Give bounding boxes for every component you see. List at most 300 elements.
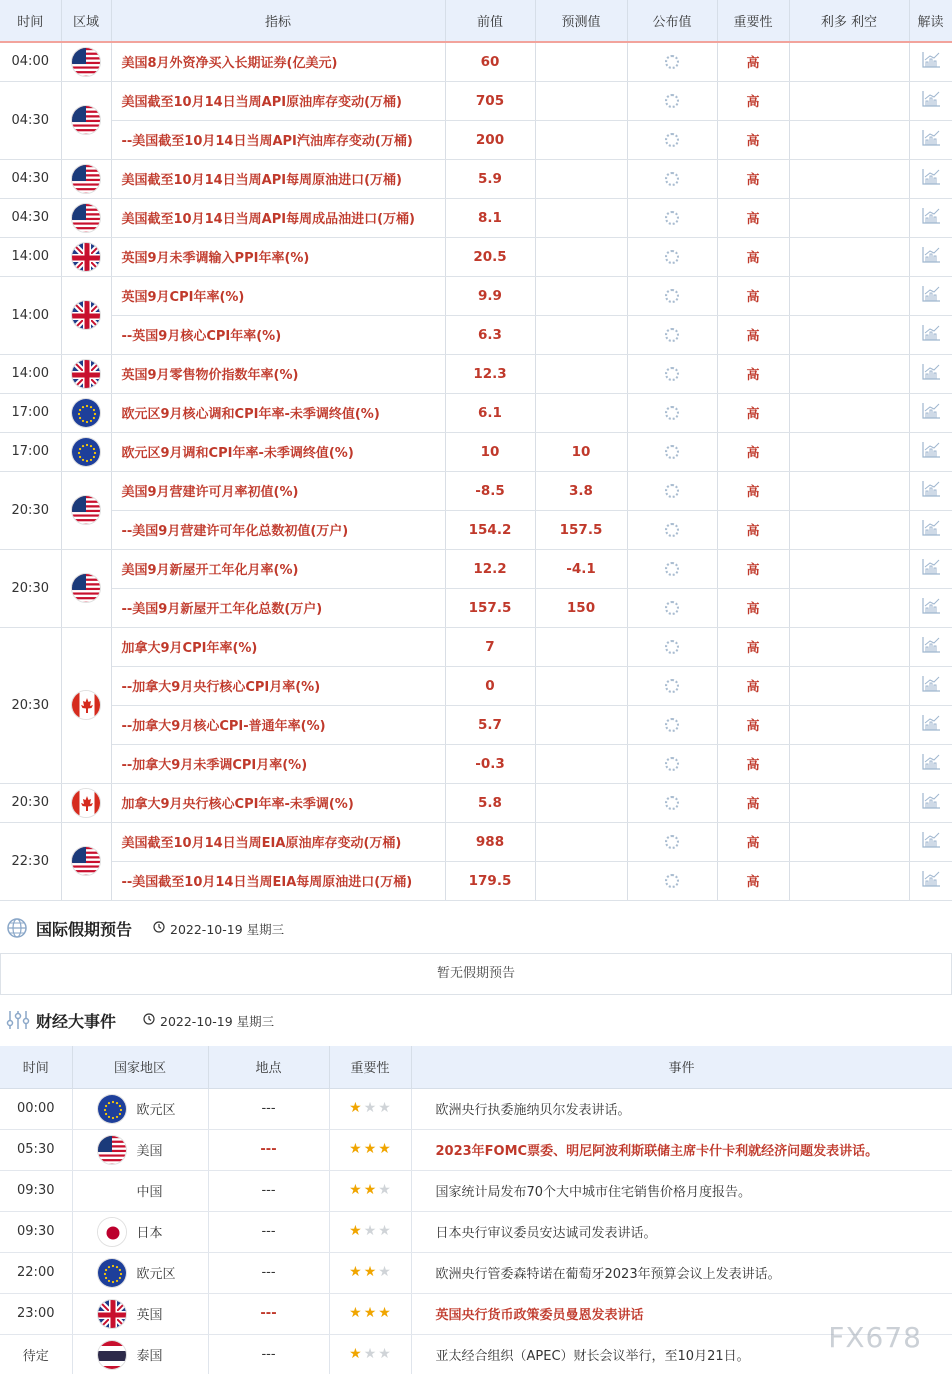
prev-value: -0.3 <box>445 744 535 783</box>
us-flag-icon <box>71 495 101 525</box>
indicator-name[interactable]: 美国9月新屋开工年化月率(%) <box>111 549 445 588</box>
forecast-value <box>535 276 627 315</box>
holiday-section-header <box>0 903 952 953</box>
col-forecast-header: 预测值 <box>535 0 627 42</box>
release-time: 22:30 <box>0 822 61 900</box>
event-place: --- <box>208 1211 329 1252</box>
forecast-value <box>535 783 627 822</box>
actual-value-cell <box>627 627 717 666</box>
event-region <box>72 1293 208 1334</box>
event-time: 待定 <box>0 1334 72 1374</box>
calendar-row <box>0 159 952 198</box>
impact-cell <box>789 549 909 588</box>
star-icon: ★ <box>349 1305 362 1321</box>
interpret-cell[interactable] <box>909 822 952 861</box>
region-flag-cell <box>61 42 111 81</box>
star-icon: ★ <box>378 1223 391 1239</box>
forecast-value <box>535 198 627 237</box>
release-time: 20:30 <box>0 471 61 549</box>
uk-flag-icon <box>71 242 101 272</box>
calendar-body <box>0 42 952 900</box>
indicator-name[interactable]: 美国截至10月14日当周API每周原油进口(万桶) <box>111 159 445 198</box>
interpret-cell[interactable] <box>909 549 952 588</box>
ev-col-event-header: 事件 <box>411 1046 952 1088</box>
star-icon: ★ <box>378 1141 391 1157</box>
forecast-value <box>535 861 627 900</box>
impact-cell <box>789 822 909 861</box>
chart-icon[interactable] <box>921 831 941 853</box>
prev-value: 705 <box>445 81 535 120</box>
thailand-flag-icon <box>97 1340 127 1370</box>
interpret-cell[interactable] <box>909 861 952 900</box>
prev-value: 12.2 <box>445 549 535 588</box>
region-flag-cell <box>61 198 111 237</box>
impact-cell <box>789 471 909 510</box>
forecast-value <box>535 393 627 432</box>
indicator-name[interactable]: 美国截至10月14日当周API每周成品油进口(万桶) <box>111 198 445 237</box>
interpret-cell[interactable] <box>909 42 952 81</box>
star-icon: ★ <box>349 1264 362 1280</box>
prev-value: 157.5 <box>445 588 535 627</box>
forecast-value: 150 <box>535 588 627 627</box>
chart-icon[interactable] <box>921 519 941 541</box>
interpret-cell[interactable] <box>909 627 952 666</box>
impact-cell <box>789 861 909 900</box>
impact-cell <box>789 81 909 120</box>
impact-cell <box>789 315 909 354</box>
forecast-value <box>535 627 627 666</box>
impact-cell <box>789 276 909 315</box>
loading-spinner-icon <box>665 718 679 732</box>
calendar-row <box>0 588 952 627</box>
actual-value-cell <box>627 237 717 276</box>
event-row <box>0 1293 952 1334</box>
event-place: --- <box>208 1170 329 1211</box>
indicator-name[interactable]: --加拿大9月央行核心CPI月率(%) <box>111 666 445 705</box>
japan-flag-icon <box>97 1217 127 1247</box>
impact-cell <box>789 510 909 549</box>
forecast-value <box>535 666 627 705</box>
chart-icon[interactable] <box>921 480 941 502</box>
actual-value-cell <box>627 588 717 627</box>
release-time: 17:00 <box>0 393 61 432</box>
star-icon: ★ <box>349 1223 362 1239</box>
indicator-name[interactable]: 英国9月CPI年率(%) <box>111 276 445 315</box>
release-time: 17:00 <box>0 432 61 471</box>
importance-level: 高 <box>717 393 789 432</box>
calendar-row <box>0 315 952 354</box>
calendar-row <box>0 861 952 900</box>
col-impact-header: 利多 利空 <box>789 0 909 42</box>
event-description[interactable]: 欧洲央行执委施纳贝尔发表讲话。 <box>411 1088 952 1129</box>
col-indicator-header: 指标 <box>111 0 445 42</box>
star-icon: ★ <box>363 1223 377 1239</box>
actual-value-cell <box>627 822 717 861</box>
indicator-name[interactable]: --加拿大9月核心CPI-普通年率(%) <box>111 705 445 744</box>
indicator-name[interactable]: 英国9月零售物价指数年率(%) <box>111 354 445 393</box>
indicator-name[interactable]: 欧元区9月调和CPI年率-未季调终值(%) <box>111 432 445 471</box>
prev-value: 5.9 <box>445 159 535 198</box>
indicator-name[interactable]: 美国截至10月14日当周EIA原油库存变动(万桶) <box>111 822 445 861</box>
chart-icon[interactable] <box>921 792 941 814</box>
actual-value-cell <box>627 432 717 471</box>
ev-col-region-header: 国家地区 <box>72 1046 208 1088</box>
chart-icon[interactable] <box>921 246 941 268</box>
calendar-row <box>0 783 952 822</box>
prev-value: 5.8 <box>445 783 535 822</box>
loading-spinner-icon <box>665 211 679 225</box>
calendar-row <box>0 705 952 744</box>
actual-value-cell <box>627 666 717 705</box>
calendar-row <box>0 510 952 549</box>
indicator-name[interactable]: 英国9月未季调输入PPI年率(%) <box>111 237 445 276</box>
interpret-cell[interactable] <box>909 276 952 315</box>
us-flag-icon <box>71 47 101 77</box>
indicator-name[interactable]: --美国截至10月14日当周EIA每周原油进口(万桶) <box>111 861 445 900</box>
region-flag-cell <box>61 354 111 393</box>
event-region <box>72 1170 208 1211</box>
actual-value-cell <box>627 42 717 81</box>
indicator-name[interactable]: 欧元区9月核心调和CPI年率-未季调终值(%) <box>111 393 445 432</box>
interpret-cell[interactable] <box>909 588 952 627</box>
impact-cell <box>789 627 909 666</box>
star-icon: ★ <box>378 1100 391 1116</box>
indicator-name[interactable]: --美国9月新屋开工年化总数(万户) <box>111 588 445 627</box>
holiday-empty-message: 暂无假期预告 <box>0 953 952 995</box>
actual-value-cell <box>627 510 717 549</box>
importance-level: 高 <box>717 354 789 393</box>
loading-spinner-icon <box>665 640 679 654</box>
eu-flag-icon <box>71 437 101 467</box>
chart-icon[interactable] <box>921 363 941 385</box>
chart-icon[interactable] <box>921 129 941 151</box>
chart-icon[interactable] <box>921 402 941 424</box>
chart-icon[interactable] <box>921 675 941 697</box>
prev-value: 5.7 <box>445 705 535 744</box>
interpret-cell[interactable] <box>909 198 952 237</box>
event-region <box>72 1088 208 1129</box>
event-time: 23:00 <box>0 1293 72 1334</box>
us-flag-icon <box>71 164 101 194</box>
us-flag-icon <box>71 573 101 603</box>
impact-cell <box>789 237 909 276</box>
interpret-cell[interactable] <box>909 783 952 822</box>
release-time: 14:00 <box>0 354 61 393</box>
event-description[interactable]: 2023年FOMC票委、明尼阿波利斯联储主席卡什卡利就经济问题发表讲话。 <box>411 1129 952 1170</box>
forecast-value <box>535 744 627 783</box>
impact-cell <box>789 198 909 237</box>
uk-flag-icon <box>71 300 101 330</box>
chart-icon[interactable] <box>921 285 941 307</box>
importance-level: 高 <box>717 666 789 705</box>
release-time: 20:30 <box>0 783 61 822</box>
loading-spinner-icon <box>665 250 679 264</box>
prev-value: 6.3 <box>445 315 535 354</box>
interpret-cell[interactable] <box>909 120 952 159</box>
actual-value-cell <box>627 198 717 237</box>
calendar-row <box>0 549 952 588</box>
calendar-row <box>0 42 952 81</box>
impact-cell <box>789 432 909 471</box>
holiday-date: 2022-10-19 星期三 <box>170 922 285 937</box>
loading-spinner-icon <box>665 289 679 303</box>
actual-value-cell <box>627 744 717 783</box>
eu-flag-icon <box>97 1258 127 1288</box>
star-icon: ★ <box>349 1141 362 1157</box>
col-time-header: 时间 <box>0 0 61 42</box>
loading-spinner-icon <box>665 835 679 849</box>
actual-value-cell <box>627 783 717 822</box>
region-flag-cell <box>61 237 111 276</box>
chart-icon[interactable] <box>921 324 941 346</box>
importance-level: 高 <box>717 159 789 198</box>
event-row <box>0 1252 952 1293</box>
prev-value: 20.5 <box>445 237 535 276</box>
event-description[interactable]: 亚太经合组织（APEC）财长会议举行，至10月21日。 <box>411 1334 952 1374</box>
interpret-cell[interactable] <box>909 471 952 510</box>
ev-col-place-header: 地点 <box>208 1046 329 1088</box>
event-region-name: 英国 <box>136 1308 163 1323</box>
event-region-name: 美国 <box>136 1144 163 1159</box>
canada-flag-icon <box>71 788 101 818</box>
calendar-row <box>0 81 952 120</box>
event-place: --- <box>208 1293 329 1334</box>
region-flag-cell <box>61 549 111 627</box>
chart-icon[interactable] <box>921 714 941 736</box>
importance-level: 高 <box>717 861 789 900</box>
loading-spinner-icon <box>665 406 679 420</box>
us-flag-icon <box>97 1135 127 1165</box>
calendar-row <box>0 393 952 432</box>
forecast-value <box>535 315 627 354</box>
actual-value-cell <box>627 393 717 432</box>
loading-spinner-icon <box>665 796 679 810</box>
region-flag-cell <box>61 783 111 822</box>
interpret-cell[interactable] <box>909 705 952 744</box>
event-description[interactable]: 日本央行审议委员安达诚司发表讲话。 <box>411 1211 952 1252</box>
event-time: 09:30 <box>0 1211 72 1252</box>
event-place: --- <box>208 1129 329 1170</box>
importance-level: 高 <box>717 237 789 276</box>
forecast-value <box>535 705 627 744</box>
star-icon: ★ <box>363 1100 377 1116</box>
calendar-row <box>0 432 952 471</box>
event-importance <box>329 1293 411 1334</box>
us-flag-icon <box>71 203 101 233</box>
event-region-name: 欧元区 <box>136 1103 176 1118</box>
calendar-row <box>0 198 952 237</box>
actual-value-cell <box>627 81 717 120</box>
loading-spinner-icon <box>665 55 679 69</box>
forecast-value <box>535 822 627 861</box>
chart-icon[interactable] <box>921 441 941 463</box>
col-region-header: 区域 <box>61 0 111 42</box>
impact-cell <box>789 393 909 432</box>
loading-spinner-icon <box>665 562 679 576</box>
forecast-value <box>535 42 627 81</box>
loading-spinner-icon <box>665 445 679 459</box>
region-flag-cell <box>61 159 111 198</box>
chart-icon[interactable] <box>921 90 941 112</box>
events-header-row <box>0 1046 952 1088</box>
indicator-name[interactable]: 加拿大9月央行核心CPI年率-未季调(%) <box>111 783 445 822</box>
event-row <box>0 1129 952 1170</box>
region-flag-cell <box>61 432 111 471</box>
events-section-header <box>0 995 952 1045</box>
importance-level: 高 <box>717 588 789 627</box>
interpret-cell[interactable] <box>909 315 952 354</box>
event-time: 05:30 <box>0 1129 72 1170</box>
release-time: 20:30 <box>0 627 61 783</box>
impact-cell <box>789 666 909 705</box>
clock-icon <box>153 921 165 937</box>
interpret-cell[interactable] <box>909 354 952 393</box>
forecast-value <box>535 81 627 120</box>
event-region-name: 泰国 <box>136 1349 163 1364</box>
release-time: 04:30 <box>0 81 61 159</box>
event-description[interactable]: 英国央行货币政策委员曼恩发表讲话 <box>411 1293 952 1334</box>
forecast-value <box>535 159 627 198</box>
forecast-value <box>535 354 627 393</box>
region-flag-cell <box>61 81 111 159</box>
event-region-name: 欧元区 <box>136 1267 176 1282</box>
importance-level: 高 <box>717 822 789 861</box>
star-icon: ★ <box>378 1182 391 1198</box>
calendar-row <box>0 120 952 159</box>
interpret-cell[interactable] <box>909 432 952 471</box>
us-flag-icon <box>71 105 101 135</box>
indicator-name[interactable]: --美国9月营建许可年化总数初值(万户) <box>111 510 445 549</box>
chart-icon[interactable] <box>921 51 941 73</box>
event-importance <box>329 1088 411 1129</box>
calendar-row <box>0 822 952 861</box>
prev-value: 8.1 <box>445 198 535 237</box>
eu-flag-icon <box>71 398 101 428</box>
col-actual-header: 公布值 <box>627 0 717 42</box>
event-region-name: 日本 <box>136 1226 163 1241</box>
interpret-cell[interactable] <box>909 744 952 783</box>
star-icon: ★ <box>363 1264 377 1280</box>
chart-icon[interactable] <box>921 753 941 775</box>
event-description[interactable]: 欧洲央行管委森特诺在葡萄牙2023年预算会议上发表讲话。 <box>411 1252 952 1293</box>
event-time: 09:30 <box>0 1170 72 1211</box>
event-region-name: 中国 <box>136 1185 163 1200</box>
canada-flag-icon <box>71 690 101 720</box>
event-importance <box>329 1252 411 1293</box>
importance-level: 高 <box>717 42 789 81</box>
prev-value: 10 <box>445 432 535 471</box>
release-time: 20:30 <box>0 549 61 627</box>
chart-icon[interactable] <box>921 870 941 892</box>
watermark-logo: FX678 <box>828 1321 922 1354</box>
indicator-name[interactable]: 美国9月营建许可月率初值(%) <box>111 471 445 510</box>
prev-value: -8.5 <box>445 471 535 510</box>
event-importance <box>329 1211 411 1252</box>
importance-level: 高 <box>717 315 789 354</box>
importance-level: 高 <box>717 744 789 783</box>
event-row <box>0 1088 952 1129</box>
star-icon: ★ <box>363 1346 377 1362</box>
prev-value: 7 <box>445 627 535 666</box>
forecast-value <box>535 237 627 276</box>
prev-value: 60 <box>445 42 535 81</box>
loading-spinner-icon <box>665 679 679 693</box>
star-icon: ★ <box>363 1182 377 1198</box>
event-region <box>72 1129 208 1170</box>
actual-value-cell <box>627 315 717 354</box>
ev-col-time-header: 时间 <box>0 1046 72 1088</box>
impact-cell <box>789 744 909 783</box>
prev-value: 154.2 <box>445 510 535 549</box>
impact-cell <box>789 588 909 627</box>
chart-icon[interactable] <box>921 636 941 658</box>
impact-cell <box>789 705 909 744</box>
uk-flag-icon <box>71 359 101 389</box>
importance-level: 高 <box>717 432 789 471</box>
interpret-cell[interactable] <box>909 393 952 432</box>
chart-icon[interactable] <box>921 597 941 619</box>
chart-icon[interactable] <box>921 168 941 190</box>
prev-value: 9.9 <box>445 276 535 315</box>
forecast-value: -4.1 <box>535 549 627 588</box>
interpret-cell[interactable] <box>909 510 952 549</box>
importance-level: 高 <box>717 81 789 120</box>
event-row <box>0 1211 952 1252</box>
indicator-name[interactable]: --美国截至10月14日当周API汽油库存变动(万桶) <box>111 120 445 159</box>
actual-value-cell <box>627 549 717 588</box>
region-flag-cell <box>61 276 111 354</box>
indicator-name[interactable]: --英国9月核心CPI年率(%) <box>111 315 445 354</box>
actual-value-cell <box>627 276 717 315</box>
actual-value-cell <box>627 120 717 159</box>
prev-value: 6.1 <box>445 393 535 432</box>
interpret-cell[interactable] <box>909 666 952 705</box>
actual-value-cell <box>627 471 717 510</box>
release-time: 14:00 <box>0 276 61 354</box>
indicator-name[interactable]: 美国截至10月14日当周API原油库存变动(万桶) <box>111 81 445 120</box>
interpret-cell[interactable] <box>909 237 952 276</box>
importance-level: 高 <box>717 471 789 510</box>
release-time: 04:30 <box>0 198 61 237</box>
loading-spinner-icon <box>665 172 679 186</box>
col-interpret-header: 解读 <box>909 0 952 42</box>
prev-value: 988 <box>445 822 535 861</box>
indicator-name[interactable]: 加拿大9月CPI年率(%) <box>111 627 445 666</box>
interpret-cell[interactable] <box>909 159 952 198</box>
indicator-name[interactable]: 美国8月外资净买入长期证券(亿美元) <box>111 42 445 81</box>
forecast-value: 3.8 <box>535 471 627 510</box>
star-icon: ★ <box>363 1305 377 1321</box>
event-description[interactable]: 国家统计局发布70个大中城市住宅销售价格月度报告。 <box>411 1170 952 1211</box>
interpret-cell[interactable] <box>909 81 952 120</box>
loading-spinner-icon <box>665 94 679 108</box>
indicator-name[interactable]: --加拿大9月未季调CPI月率(%) <box>111 744 445 783</box>
importance-level: 高 <box>717 705 789 744</box>
loading-spinner-icon <box>665 874 679 888</box>
event-region <box>72 1334 208 1374</box>
event-region <box>72 1252 208 1293</box>
calendar-row <box>0 471 952 510</box>
chart-icon[interactable] <box>921 558 941 580</box>
region-flag-cell <box>61 627 111 783</box>
prev-value: 200 <box>445 120 535 159</box>
impact-cell <box>789 120 909 159</box>
prev-value: 0 <box>445 666 535 705</box>
chart-icon[interactable] <box>921 207 941 229</box>
importance-level: 高 <box>717 198 789 237</box>
ev-col-importance-header: 重要性 <box>329 1046 411 1088</box>
prev-value: 12.3 <box>445 354 535 393</box>
